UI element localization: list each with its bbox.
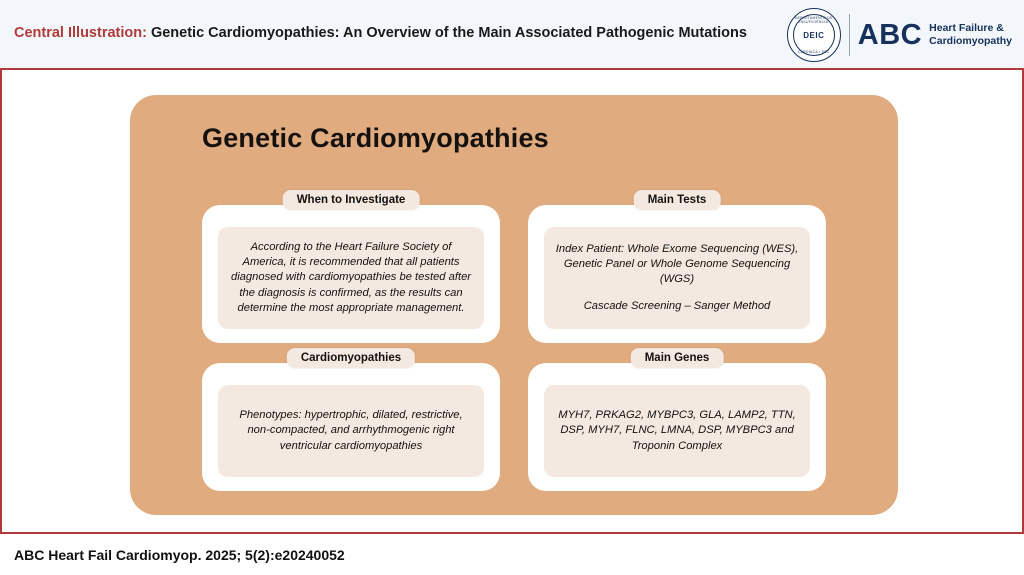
card-tab-label: When to Investigate [283,190,420,210]
abc-logo-mark: ABC [857,18,923,51]
card-when-to-investigate [202,194,500,343]
seal-arc-bottom: CARDÍACA • SBC [798,50,830,54]
card-main-tests [528,194,826,343]
card-tab-label: Cardiomyopathies [287,348,415,368]
citation-text: ABC Heart Fail Cardiomyop. 2025; 5(2):e20240052 [14,546,345,563]
card-body [218,227,484,329]
card-paragraph: Cascade Screening – Sanger Method [583,300,771,313]
card-main-genes [528,352,826,491]
abc-logo-subtitle-line2: Cardiomyopathy [929,35,1012,47]
page-title-label: Central Illustration: [14,25,147,42]
card-tab-label: Main Tests [634,190,721,210]
journal-logo-block [787,8,1012,62]
seal-arc-top: DEPARTAMENTO DE INSUFICIÊNCIA [794,16,833,24]
card-body [218,385,484,477]
logo-divider [849,14,850,56]
card-paragraph: MYH7, PRKAG2, MYBPC3, GLA, LAMP2, TTN, DSP, MYH7, FLNC, LMNA, DSP, MYBPC3 and Troponin Complex [558,409,796,452]
abc-logo [857,18,1012,51]
card-paragraph: According to the Heart Failure Society of America, it is recommended that all patients diagnosed with cardiomyopathies be tested after the diagnosis is confirmed, as the results can determine the most appropriate management. [230,241,472,314]
card-cardiomyopathies [202,352,500,491]
card-tab-label: Main Genes [631,348,724,368]
abc-logo-subtitle [929,22,1012,48]
page-title-text: Genetic Cardiomyopathies: An Overview of the Main Associated Pathogenic Mutations [146,25,747,42]
header-bar [0,0,1024,70]
seal-center-text: DEIC [803,30,825,40]
deic-seal-icon [787,8,841,62]
figure-panel [130,95,898,515]
card-paragraph: Phenotypes: hypertrophic, dilated, restrictive, non-compacted, and arrhythmogenic right ventricular cardiomyopathies [239,409,463,452]
card-paragraph: Index Patient: Whole Exome Sequencing (WES), Genetic Panel or Whole Genome Sequencing (WGS) [555,242,799,285]
footer-bar [0,532,1024,575]
card-body [544,227,810,329]
card-body [544,385,810,477]
figure-area [0,70,1024,532]
abc-logo-subtitle-line1: Heart Failure & [929,21,1004,34]
figure-title: Genetic Cardiomyopathies [202,123,549,153]
